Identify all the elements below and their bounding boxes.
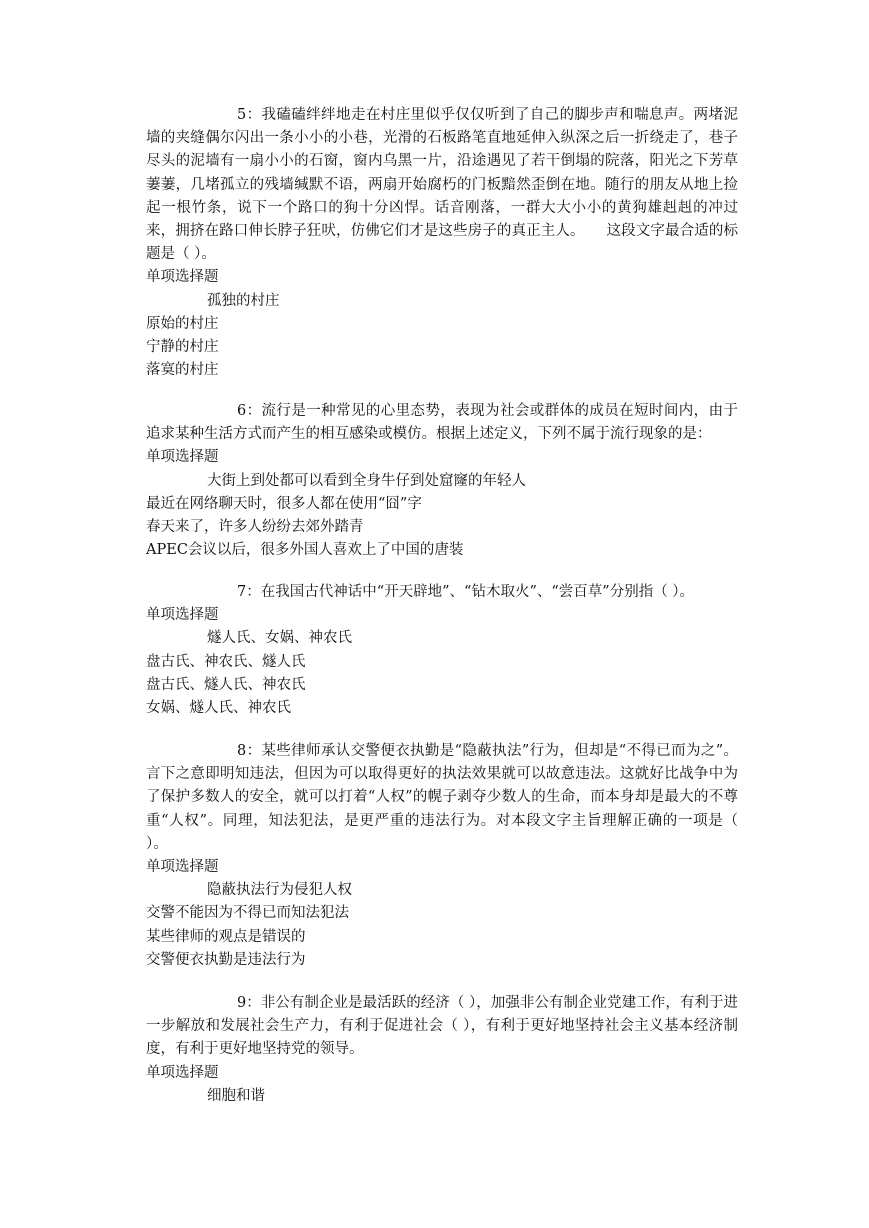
question-stem: 7：在我国古代神话中“开天辟地”、“钻木取火”、“尝百草”分别指（ ）。 <box>237 584 695 600</box>
option-d: 交警便衣执勤是违法行为 <box>146 951 306 968</box>
question-type-label: 单项选择题 <box>146 607 219 624</box>
question-stem: 9：非公有制企业是最活跃的经济（ ），加强非公有制企业党建工作，有利于进一步解放和发展社会生产力，有利于促进社会（ ），有利于更好地坚持社会主义基本经济制度，有利于更好地坚持党的领导。 <box>146 995 738 1058</box>
option-b: 最近在网络聊天时，很多人都在使用“囧”字 <box>146 495 422 512</box>
question-stem: 5：我磕磕绊绊地走在村庄里似乎仅仅听到了自己的脚步声和喘息声。两堵泥墙的夹缝偶尔闪出一条小小的小巷，光滑的石板路笔直地延伸入纵深之后一折绕走了，巷子尽头的泥墙有一扇小小的石窗，窗内乌黑一片，沿途遇见了若干倒塌的院落，阳光之下芳草萋萋，几堵孤立的残墙缄默不语，两扇开始腐朽的门板黯然歪倒在地。随行的朋友从地上捡起一根竹条，说下一个路口的狗十分凶悍。话音刚落，一群大大小小的黄狗雄赳赳的冲过来，拥挤在路口伸长脖子狂吠，仿佛它们才是这些房子的真正主人。 这段文字最合适的标题是（ ）。 <box>146 107 738 263</box>
question-type-label: 单项选择题 <box>146 1064 219 1081</box>
option-a: 隐蔽执法行为侵犯人权 <box>207 882 352 899</box>
option-a: 孤独的村庄 <box>207 292 280 309</box>
option-d: 女娲、燧人氏、神农氏 <box>146 700 291 717</box>
option-a: 细胞和谐 <box>207 1087 265 1104</box>
question-type-label: 单项选择题 <box>146 269 219 286</box>
question-9 <box>146 992 738 1108</box>
option-a: 燧人氏、女娲、神农氏 <box>207 630 352 647</box>
question-stem: 6：流行是一种常见的心里态势，表现为社会或群体的成员在短时间内，由于追求某种生活方式而产生的相互感染或模仿。根据上述定义，下列不属于流行现象的是： <box>146 403 738 443</box>
question-7 <box>146 581 738 720</box>
option-c: 盘古氏、燧人氏、神农氏 <box>146 676 306 693</box>
option-c: 某些律师的观点是错误的 <box>146 928 306 945</box>
question-6 <box>146 400 738 562</box>
question-type-label: 单项选择题 <box>146 449 219 466</box>
option-a: 大街上到处都可以看到全身牛仔到处窟窿的年轻人 <box>207 472 526 489</box>
question-stem: 8：某些律师承认交警便衣执勤是“隐蔽执法”行为，但却是“不得已而为之”。言下之意即明知违法，但因为可以取得更好的执法效果就可以故意违法。这就好比战争中为了保护多数人的安全，就可以打着“人权”的幌子剥夺少数人的生命，而本身却是最大的不尊重“人权”。同理，知法犯法，是更严重的违法行为。对本段文字主旨理解正确的一项是（ ）。 <box>146 743 738 852</box>
option-d: 落寞的村庄 <box>146 362 219 379</box>
option-c: 宁静的村庄 <box>146 339 219 356</box>
option-b: 盘古氏、神农氏、燧人氏 <box>146 653 306 670</box>
question-type-label: 单项选择题 <box>146 859 219 876</box>
option-c: 春天来了，许多人纷纷去郊外踏青 <box>146 519 364 536</box>
option-b: 原始的村庄 <box>146 315 219 332</box>
option-d: APEC会议以后，很多外国人喜欢上了中国的唐装 <box>146 542 464 559</box>
question-8 <box>146 740 738 972</box>
question-5 <box>146 104 738 382</box>
option-b: 交警不能因为不得已而知法犯法 <box>146 905 349 922</box>
